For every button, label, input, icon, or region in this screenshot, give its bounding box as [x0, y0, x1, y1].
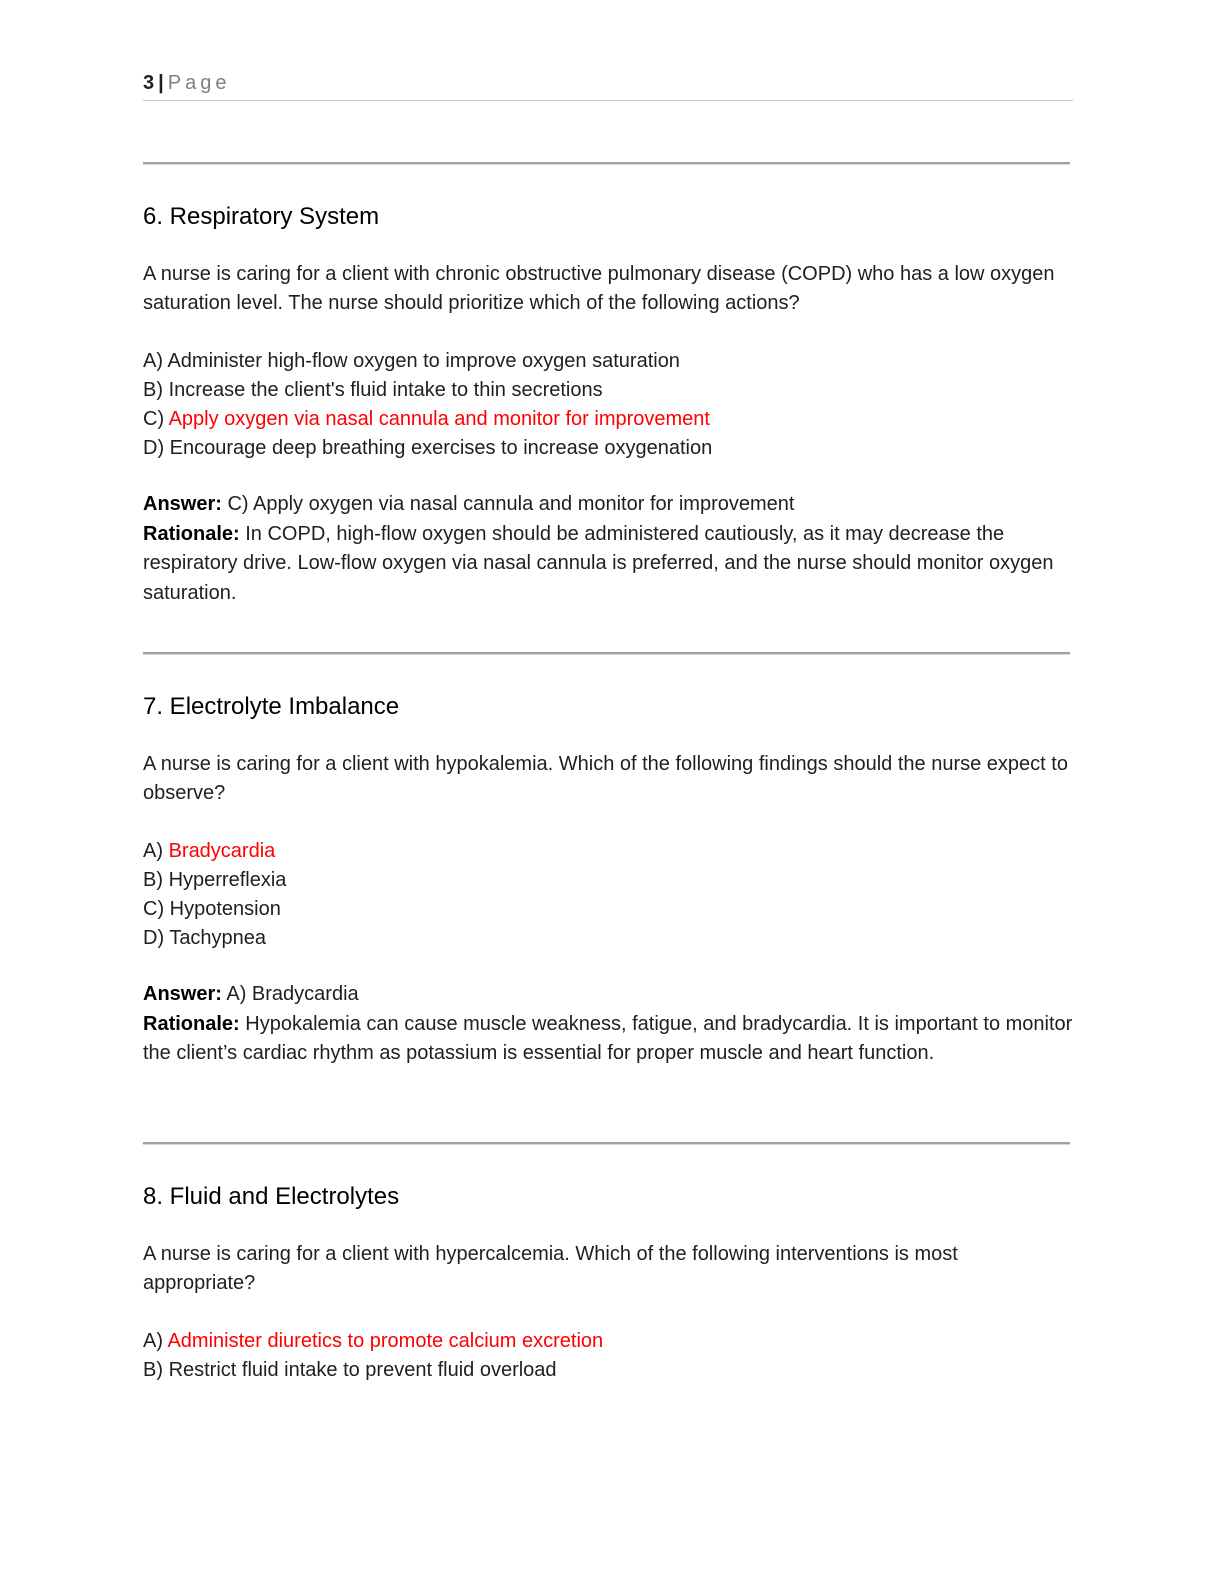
answer-block — [143, 490, 1073, 608]
option-a — [143, 347, 712, 376]
question-8 — [143, 1182, 1073, 1381]
option-text-correct: Bradycardia — [168, 840, 276, 862]
option-c — [143, 895, 286, 924]
question-stem: A nurse is caring for a client with chronic obstructive pulmonary disease (COPD) who has a low oxygen saturation level. The nurse should prioritize which of the following actions? — [143, 263, 1055, 314]
option-text: Hyperreflexia — [168, 869, 287, 891]
option-letter: A) — [143, 350, 163, 372]
options-list — [143, 837, 286, 953]
option-letter: C) — [143, 408, 165, 430]
option-a — [143, 1327, 603, 1356]
rationale-label: Rationale: — [143, 522, 240, 545]
question-title: 6. Respiratory System — [143, 203, 380, 230]
option-letter: B) — [143, 1359, 163, 1381]
option-letter: A) — [143, 840, 163, 862]
answer-text: A) Bradycardia — [226, 983, 359, 1005]
option-b — [143, 866, 286, 895]
rationale-label: Rationale: — [143, 1012, 240, 1035]
option-text: Tachypnea — [169, 927, 267, 949]
options-list — [143, 347, 712, 463]
section-divider — [143, 1142, 1070, 1145]
option-d — [143, 924, 286, 953]
answer-label: Answer: — [143, 983, 222, 1005]
answer-label: Answer: — [143, 493, 222, 515]
question-stem: A nurse is caring for a client with hypercalcemia. Which of the following interventions is most appropriate? — [143, 1243, 958, 1294]
options-list — [143, 1327, 603, 1385]
option-letter: C) — [143, 898, 165, 920]
option-a — [143, 837, 286, 866]
option-b — [143, 1356, 603, 1385]
option-text-correct: Administer diuretics to promote calcium excretion — [167, 1330, 604, 1352]
question-7 — [143, 692, 1073, 1064]
answer-text: C) Apply oxygen via nasal cannula and monitor for improvement — [227, 493, 795, 515]
question-stem: A nurse is caring for a client with hypokalemia. Which of the following findings should the nurse expect to observe? — [143, 753, 1068, 804]
option-d — [143, 434, 712, 463]
section-divider — [143, 162, 1070, 165]
option-text-correct: Apply oxygen via nasal cannula and monitor for improvement — [168, 408, 710, 430]
page-separator: | — [158, 72, 164, 94]
page-word: Page — [167, 72, 231, 94]
question-title: 8. Fluid and Electrolytes — [143, 1183, 400, 1210]
option-letter: D) — [143, 437, 165, 459]
rationale-text: Hypokalemia can cause muscle weakness, fatigue, and bradycardia. It is important to monitor the client’s cardiac rhythm as potassium is essential for proper muscle and heart function. — [143, 1012, 1073, 1064]
option-text: Hypotension — [169, 898, 281, 920]
option-letter: B) — [143, 379, 163, 401]
question-title: 7. Electrolyte Imbalance — [143, 693, 400, 720]
option-c — [143, 405, 712, 434]
option-letter: A) — [143, 1330, 163, 1352]
page-header — [143, 72, 1073, 101]
section-divider — [143, 652, 1070, 655]
option-letter: D) — [143, 927, 165, 949]
option-text: Administer high-flow oxygen to improve oxygen saturation — [167, 350, 680, 372]
option-text: Encourage deep breathing exercises to increase oxygenation — [169, 437, 713, 459]
question-6 — [143, 202, 1073, 604]
rationale-text: In COPD, high-flow oxygen should be administered cautiously, as it may decrease the respiratory drive. Low-flow oxygen via nasal cannula is preferred, and the nurse should monitor oxygen saturation. — [143, 522, 1054, 604]
page-number: 3 — [143, 72, 155, 94]
option-text: Restrict fluid intake to prevent fluid overload — [168, 1359, 557, 1381]
option-text: Increase the client's fluid intake to thin secretions — [168, 379, 603, 401]
option-b — [143, 376, 712, 405]
answer-block — [143, 980, 1073, 1069]
option-letter: B) — [143, 869, 163, 891]
